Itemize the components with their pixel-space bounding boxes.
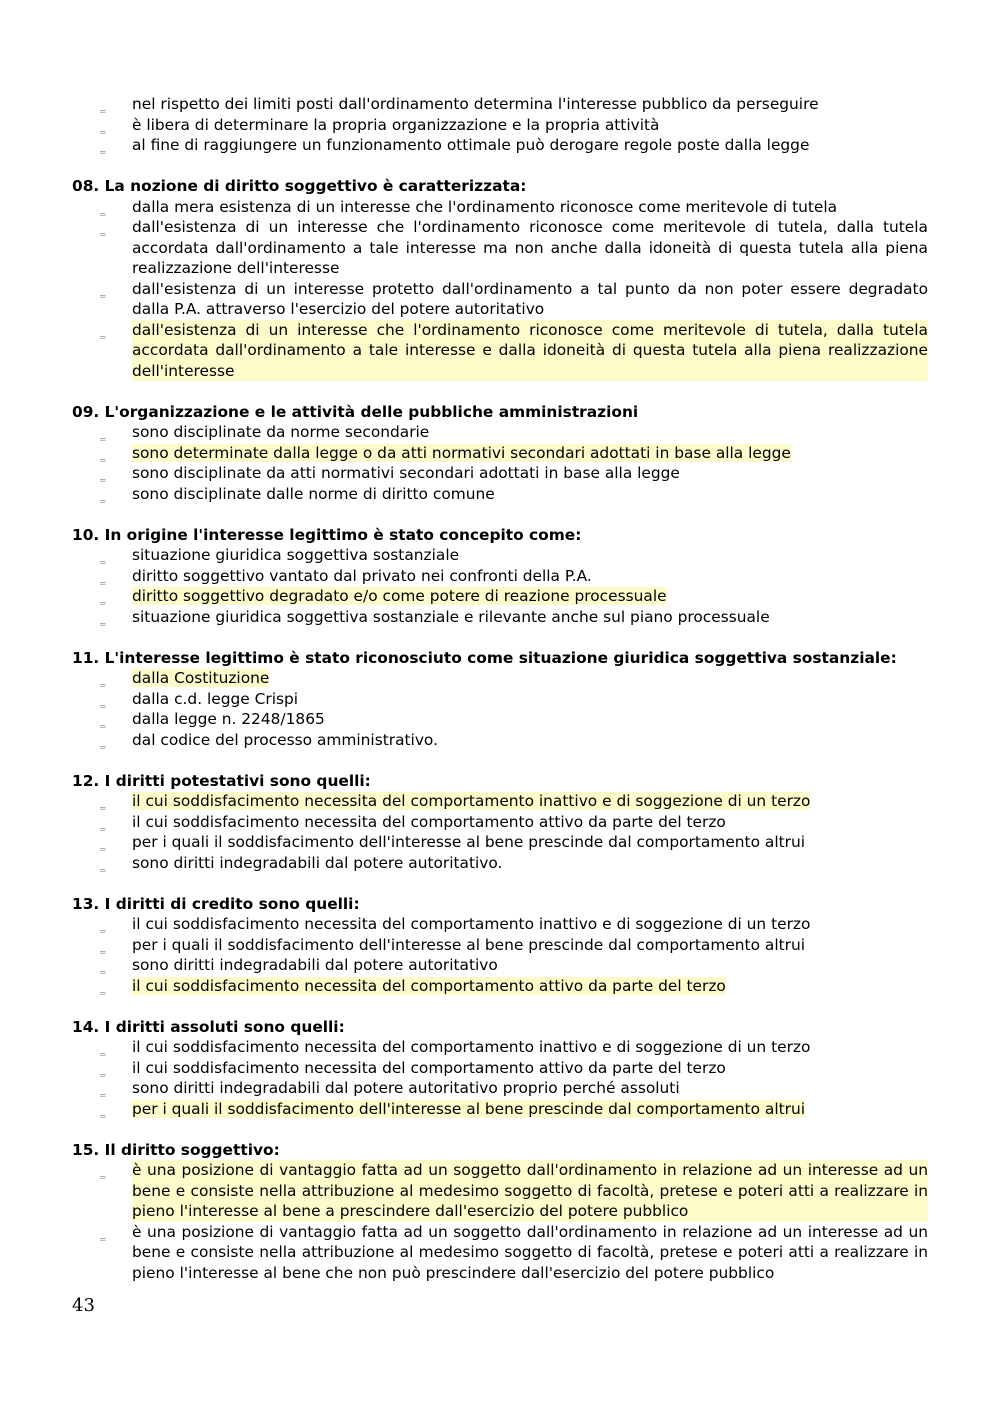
answer-option-correct [72,1099,928,1120]
answer-option-correct [72,791,928,812]
bullet-icon: ‗ [100,838,106,851]
bullet-icon: ‗ [100,715,106,728]
answer-option [72,1037,928,1058]
question-block [72,648,928,751]
option-text: sono diritti indegradabili dal potere autoritativo proprio perché assoluti [132,1079,680,1097]
bullet-icon: ‗ [100,694,106,708]
option-text: per i quali il soddisfacimento dell'interesse al bene prescinde dal comportamento altrui [132,1099,805,1118]
question-block [72,402,928,505]
option-text: il cui soddisfacimento necessita del comportamento inattivo e di soggezione di un terzo [132,1038,811,1056]
answer-option [72,1058,928,1079]
bullet-icon: ‗ [100,223,106,236]
question-title: 12. I diritti potestativi sono quelli: [72,771,371,790]
option-text: nel rispetto dei limiti posti dall'ordinamento determina l'interesse pubblico da perseguire [132,95,819,113]
option-text: sono diritti indegradabili dal potere autoritativo [132,956,498,974]
answer-option [72,914,928,935]
question-block [72,1017,928,1120]
option-text: sono determinate dalla legge o da atti normativi secondari adottati in base alla legge [132,443,791,462]
bullet-icon: ‗ [100,325,106,339]
answer-option [72,463,928,484]
answer-option [72,709,928,730]
option-text: situazione giuridica soggettiva sostanziale e rilevante anche sul piano processuale [132,607,770,626]
question-title: 13. I diritti di credito sono quelli: [72,894,360,913]
answer-option-correct [72,1160,928,1222]
bullet-icon: ‗ [100,961,106,974]
question-block [72,176,928,381]
question-title: 15. Il diritto soggettivo: [72,1140,280,1159]
bullet-icon: ‗ [100,817,106,831]
bullet-icon: ‗ [100,920,106,933]
answer-option [72,730,928,751]
document-page [72,94,928,1304]
bullet-icon: ‗ [100,735,106,749]
question-title: 09. L'organizzazione e le attività delle pubbliche amministrazioni [72,402,639,421]
answer-option [72,94,928,115]
answer-option [72,422,928,443]
answer-option [72,217,928,279]
option-text: dalla Costituzione [132,669,270,687]
question-block [72,525,928,628]
page-number: 43 [72,1295,95,1316]
question-block [72,771,928,874]
answer-option [72,115,928,136]
bullet-icon: ‗ [100,202,106,216]
answer-option [72,812,928,833]
answer-option [72,197,928,218]
option-text: dalla mera esistenza di un interesse che l'ordinamento riconosce come meritevole di tutela [132,197,838,216]
bullet-icon: ‗ [100,489,106,503]
answer-option-correct [72,976,928,997]
answer-option [72,566,928,587]
question-title: 08. La nozione di diritto soggettivo è caratterizzata: [72,177,527,195]
answer-option [72,135,928,156]
bullet-icon: ‗ [100,469,106,482]
question-continuation [72,94,928,156]
bullet-icon: ‗ [100,100,106,113]
bullet-icon: ‗ [100,981,106,995]
bullet-icon: ‗ [100,284,106,298]
option-text: al fine di raggiungere un funzionamento ottimale può derogare regole poste dalla legge [132,136,810,154]
option-text: il cui soddisfacimento necessita del comportamento inattivo e di soggezione di un terzo [132,915,811,933]
bullet-icon: ‗ [100,940,106,954]
bullet-icon: ‗ [100,1063,106,1077]
bullet-icon: ‗ [100,1104,106,1118]
option-text: dal codice del processo amministrativo. [132,730,438,749]
bullet-icon: ‗ [100,674,106,687]
answer-option [72,853,928,874]
option-text: dall'esistenza di un interesse che l'ordinamento riconosce come meritevole di tutela, dalla tutela accordata dall'ordinamento a tale interesse ma non anche dalla idoneità di questa tutela alla piena realizzazione dell'interesse [132,218,928,277]
option-text: il cui soddisfacimento necessita del comportamento inattivo e di soggezione di un terzo [132,792,811,810]
question-title: 10. In origine l'interesse legittimo è stato concepito come: [72,525,582,544]
answer-option [72,607,928,628]
question-block [72,1140,928,1284]
answer-option [72,484,928,505]
bullet-icon: ‗ [100,448,106,462]
answer-option [72,689,928,710]
option-text: per i quali il soddisfacimento dell'interesse al bene prescinde dal comportamento altrui [132,833,805,851]
option-text: diritto soggettivo degradato e/o come potere di reazione processuale [132,587,667,605]
option-text: dalla c.d. legge Crispi [132,689,299,708]
answer-option [72,1222,928,1284]
option-text: il cui soddisfacimento necessita del comportamento attivo da parte del terzo [132,976,726,995]
bullet-icon: ‗ [100,428,106,441]
option-text: sono disciplinate dalle norme di diritto comune [132,484,495,503]
option-text: sono disciplinate da norme secondarie [132,423,430,441]
bullet-icon: ‗ [100,1166,106,1179]
answer-option [72,955,928,976]
option-text: il cui soddisfacimento necessita del comportamento attivo da parte del terzo [132,1058,726,1077]
option-text: situazione giuridica soggettiva sostanziale [132,546,460,564]
question-title: 14. I diritti assoluti sono quelli: [72,1017,345,1036]
bullet-icon: ‗ [100,571,106,585]
bullet-icon: ‗ [100,592,106,605]
option-text: è libera di determinare la propria organizzazione e la propria attività [132,115,660,134]
answer-option [72,832,928,853]
option-text: dall'esistenza di un interesse che l'ordinamento riconosce come meritevole di tutela, dalla tutela accordata dall'ordinamento a tale interesse e dalla idoneità di questa tutela alla piena realizzazione dell'interesse [132,320,928,380]
answer-option [72,935,928,956]
question-title: 11. L'interesse legittimo è stato riconosciuto come situazione giuridica soggettiva sostanziale: [72,648,897,667]
option-text: dall'esistenza di un interesse protetto dall'ordinamento a tal punto da non poter essere degradato dalla P.A. attraverso l'esercizio del potere autoritativo [132,279,928,318]
answer-option [72,545,928,566]
option-text: per i quali il soddisfacimento dell'interesse al bene prescinde dal comportamento altrui [132,935,805,954]
bullet-icon: ‗ [100,1227,106,1241]
bullet-icon: ‗ [100,141,106,154]
answer-option-correct [72,443,928,464]
bullet-icon: ‗ [100,1043,106,1056]
bullet-icon: ‗ [100,858,106,872]
option-text: è una posizione di vantaggio fatta ad un soggetto dall'ordinamento in relazione ad un interesse ad un bene e consiste nella attribuzione al medesimo soggetto di facoltà, pretese e poteri atti a realizzare in pieno l'interesse al bene che non può prescindere dall'esercizio del potere pubblico [132,1222,928,1282]
answer-option-correct [72,586,928,607]
answer-option [72,279,928,320]
option-text: sono disciplinate da atti normativi secondari adottati in base alla legge [132,464,680,482]
option-text: dalla legge n. 2248/1865 [132,710,325,728]
bullet-icon: ‗ [100,612,106,626]
answer-option-correct [72,668,928,689]
answer-option [72,1078,928,1099]
option-text: è una posizione di vantaggio fatta ad un soggetto dall'ordinamento in relazione ad un interesse ad un bene e consiste nella attribuzione al medesimo soggetto di facoltà, pretese e poteri atti a realizzare in pieno l'interesse al bene a prescindere dall'esercizio del potere pubblico [132,1161,928,1220]
option-text: il cui soddisfacimento necessita del comportamento attivo da parte del terzo [132,812,726,831]
answer-option-correct [72,320,928,382]
option-text: diritto soggettivo vantato dal privato nei confronti della P.A. [132,566,592,585]
bullet-icon: ‗ [100,551,106,564]
option-text: sono diritti indegradabili dal potere autoritativo. [132,853,503,872]
bullet-icon: ‗ [100,120,106,134]
bullet-icon: ‗ [100,1084,106,1097]
question-block [72,894,928,997]
bullet-icon: ‗ [100,797,106,810]
